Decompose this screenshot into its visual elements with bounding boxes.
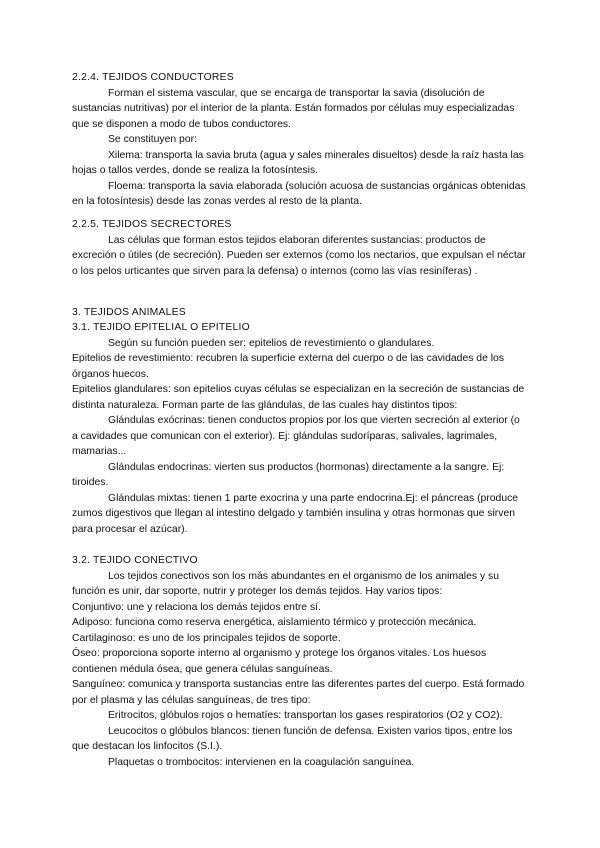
paragraph: Las células que forman estos tejidos elaboran diferentes sustancias: productos de excreción o útiles (de secreción). Pueden ser externos (como los nectarios, que expulsan el néctar o los pelos urticantes que sirven para la defensa) o internos (como las vías resiníferas) . bbox=[72, 234, 526, 277]
section-heading: 2.2.4. TEJIDOS CONDUCTORES bbox=[72, 72, 234, 83]
paragraph: Leucocitos o glóbulos blancos: tienen función de defensa. Existen varios tipos, entre los que destacan los linfocitos (S.I.). bbox=[72, 725, 513, 752]
paragraph: Sanguíneo: comunica y transporta sustancias entre las diferentes partes del cuerpo. Está formado por el plasma y las células sanguíneas, de tres tipo: bbox=[72, 679, 525, 706]
paragraph: Forman el sistema vascular, que se encarga de transportar la savia (disolución de sustancias nutritivas) por el interior de la planta. Están formados por células muy especializadas que se disponen a modo de tubos conductores. bbox=[72, 87, 515, 130]
paragraph: Adiposo: funciona como reserva energética, aislamiento térmico y protección mecánica. bbox=[72, 617, 477, 628]
paragraph: Glándulas endocrinas: vierten sus productos (hormonas) directamente a la sangre. Ej: tiroides. bbox=[72, 461, 505, 488]
section-3-2 bbox=[72, 553, 527, 770]
section-heading: 3. TEJIDOS ANIMALES bbox=[72, 307, 186, 318]
section-2-2-5 bbox=[72, 217, 527, 279]
paragraph: Los tejidos conectivos son los más abundantes en el organismo de los animales y su función es unir, dar soporte, nutrir y proteger los demás tejidos. Hay varios tipos: bbox=[72, 570, 500, 597]
paragraph: Óseo: proporciona soporte interno al organismo y protege los órganos vitales. Los huesos contienen médula ósea, que genera células sanguíneas. bbox=[72, 648, 487, 675]
paragraph: Según su función pueden ser: epitelios de revestimiento o glandulares. bbox=[108, 337, 435, 349]
paragraph: Glándulas mixtas: tienen 1 parte exocrina y una parte endocrina.Ej: el páncreas (produce zumos digestivos que llegan al intestino delgado y también insulina y otras hormonas que sirven para procesar el azúcar). bbox=[72, 492, 519, 535]
paragraph: Eritrocitos, glóbulos rojos o hematíes: transportan los gases respiratorios (O2 y CO2). bbox=[108, 710, 503, 721]
paragraph: Plaquetas o trombocitos: intervienen en la coagulación sanguínea. bbox=[108, 756, 415, 768]
paragraph: Epitelios glandulares: son epitelios cuyas células se especializan en la secreción de sustancias de distinta naturaleza. Forman parte de las glándulas, de las cuales hay distintos tipos: bbox=[72, 384, 525, 411]
paragraph: Xilema: transporta la savia bruta (agua y sales minerales disueltos) desde la raíz hasta las hojas o tallos verdes, donde se realiza la fotosíntesis. bbox=[72, 149, 524, 176]
section-3-1 bbox=[72, 320, 527, 537]
section-2-2-4 bbox=[72, 70, 527, 210]
paragraph: Conjuntivo: une y relaciona los demás tejidos entre sí. bbox=[72, 601, 321, 613]
section-3 bbox=[72, 305, 527, 321]
paragraph: Cartilaginoso: es uno de los principales tejidos de soporte. bbox=[72, 632, 341, 644]
section-heading: 2.2.5. TEJIDOS SECRECTORES bbox=[72, 219, 232, 230]
section-heading: 3.2. TEJIDO CONECTIVO bbox=[72, 555, 198, 566]
paragraph: Epitelios de revestimiento: recubren la superficie externa del cuerpo o de las cavidades de los órganos huecos. bbox=[72, 353, 505, 380]
paragraph: Glándulas exócrinas: tienen conductos propios por los que vierten secreción al exterior (o a cavidades que comunican con el exterior). Ej: glándulas sudoríparas, salivales, lagrimales, mamarias... bbox=[72, 415, 520, 457]
paragraph: Floema: transporta la savia elaborada (solución acuosa de sustancias orgánicas obtenidas en la fotosíntesis) desde las zonas verdes al resto de la planta. bbox=[72, 180, 526, 207]
section-heading: 3.1. TEJIDO EPITELIAL O EPITELIO bbox=[72, 322, 250, 333]
paragraph: Se constituyen por: bbox=[108, 134, 197, 145]
